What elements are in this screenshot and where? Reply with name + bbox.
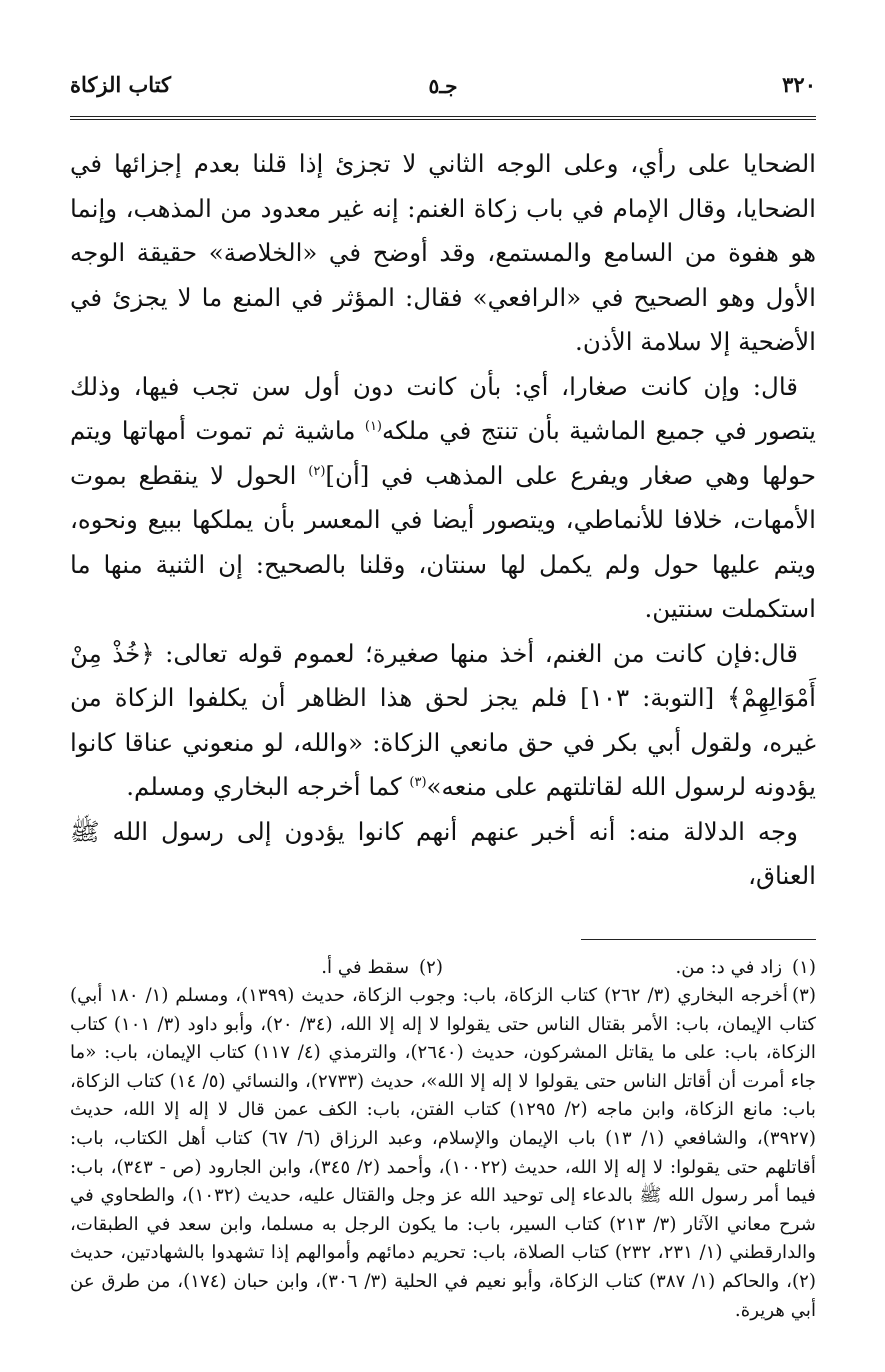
paragraph-2-part-a: قال: وإن كانت صغارا، أي: بأن كانت دون أول سن تجب فيها، وذلك يتصور في جميع الماشية بأن تنتج في ملكه bbox=[70, 371, 816, 445]
chapter-title: كتاب الزكاة bbox=[70, 72, 172, 97]
volume-label: جـ٥ bbox=[428, 74, 458, 98]
paragraph-3-part-a: قال:فإن كانت من الغنم، أخذ منها صغيرة؛ لعموم قوله تعالى: ﴿خُذْ مِنْ أَمْوَالِهِمْ﴾ [التوبة: ١٠٣] فلم يجز لحق هذا الظاهر أن يكلفوا الزكاة من غيره، ولقول أبي بكر في حق مانعي الزكاة: «والله، لو منعوني عناقا كانوا يؤدونه لرسول الله لقاتلتهم على منعه» bbox=[70, 638, 816, 801]
main-text bbox=[70, 142, 816, 899]
footnote-ref-2: (٢) bbox=[308, 463, 326, 479]
footnote-3-text: أخرجه البخاري (٣/ ٢٦٢) كتاب الزكاة، باب: وجوب الزكاة، حديث (١٣٩٩)، ومسلم (١/ ١٨٠ أبي) كتاب الإيمان، باب: الأمر بقتال الناس حتى يقولوا لا إله إلا الله، (٣٤/ ٢٠)، وأبو داود (٣/ ١٠١) كتاب الزكاة، باب: على ما يقاتل المشركون، حديث (٢٦٤٠)، والترمذي (٤/ ١١٧) كتاب الإيمان، باب: «ما جاء أمرت أن أقاتل الناس حتى يقولوا لا إله إلا الله»، حديث (٢٧٣٣)، والنسائي (٥/ ١٤) كتاب الزكاة، باب: مانع الزكاة، وابن ماجه (٢/ ١٢٩٥) كتاب الفتن، باب: الكف عمن قال لا إله إلا الله، حديث (٣٩٢٧)، والشافعي (١/ ١٣) باب الإيمان والإسلام، وعبد الرزاق (٦/ ٦٧) كتاب أهل الكتاب، باب: أقاتلهم حتى يقولوا: لا إله إلا الله، حديث (١٠٠٢٢)، وأحمد (٢/ ٣٤٥)، وابن الجارود (ص - ٣٤٣)، باب: فيما أمر رسول الله ﷺ بالدعاء إلى توحيد الله عز وجل والقتال عليه، حديث (١٠٣٢)، والطحاوي في شرح معاني الآثار (٣/ ٢١٣) كتاب السير، باب: ما يكون الرجل به مسلما، وابن سعد في الطبقات، والدارقطني (١/ ٢٣١، ٢٣٢) كتاب الصلاة، باب: تحريم دمائهم وأموالهم إذا تشهدوا بالشهادتين، حديث (٢)، والحاكم (١/ ٣٨٧) كتاب الزكاة، وأبو نعيم في الحلية (٣/ ٣٠٦)، وابن حبان (١٧٤)، من طرق عن أبي هريرة. bbox=[70, 985, 816, 1321]
running-header bbox=[70, 68, 816, 110]
footnotes bbox=[70, 954, 816, 1326]
footnote-divider bbox=[581, 939, 816, 940]
footnote-2 bbox=[70, 954, 443, 983]
footnote-1-text: زاد في د: من. bbox=[675, 956, 783, 978]
paragraph-4: وجه الدلالة منه: أنه أخبر عنهم أنهم كانوا يؤدون إلى رسول الله ﷺ العناق، bbox=[70, 816, 816, 890]
paragraph-3-part-b: كما أخرجه البخاري ومسلم. bbox=[126, 772, 410, 801]
header-divider bbox=[70, 116, 816, 120]
paragraph-3 bbox=[70, 632, 816, 810]
paragraph-2-part-b: ماشية ثم تموت أمهاتها ويتم حولها وهي صغار ويفرع على المذهب في [أن] bbox=[70, 416, 816, 490]
page-number: ٣٢٠ bbox=[782, 72, 816, 97]
paragraph-2 bbox=[70, 365, 816, 632]
footnote-ref-1: (١) bbox=[364, 418, 382, 434]
footnote-2-text: سقط في أ. bbox=[321, 956, 410, 978]
footnote-row-1-2 bbox=[70, 954, 816, 983]
paragraph-2-part-c: الحول لا ينقطع بموت الأمهات، خلافا للأنماطي، ويتصور أيضا في المعسر بأن يملكها ببيع ونحوه، ويتم عليها حول ولم يكمل لها سنتان، وقلنا بالصحيح: إن الثنية منها ما استكملت سنتين. bbox=[70, 460, 816, 623]
footnote-3 bbox=[70, 982, 816, 1325]
book-page bbox=[70, 68, 816, 1325]
footnote-3-number: (٣) bbox=[791, 985, 816, 1007]
footnote-1 bbox=[443, 954, 816, 983]
footnote-1-number: (١) bbox=[792, 956, 816, 978]
footnote-2-number: (٢) bbox=[419, 956, 443, 978]
paragraph-1: الضحايا على رأي، وعلى الوجه الثاني لا تجزئ إذا قلنا بعدم إجزائها في الضحايا، وقال الإمام في باب زكاة الغنم: إنه غير معدود من المذهب، وإنما هو هفوة من السامع والمستمع، وقد أوضح في «الخلاصة» حقيقة الوجه الأول وهو الصحيح في «الرافعي» فقال: المؤثر في المنع ما لا يجزئ في الأضحية إلا سلامة الأذن. bbox=[70, 149, 816, 356]
footnote-ref-3: (٣) bbox=[409, 774, 427, 790]
